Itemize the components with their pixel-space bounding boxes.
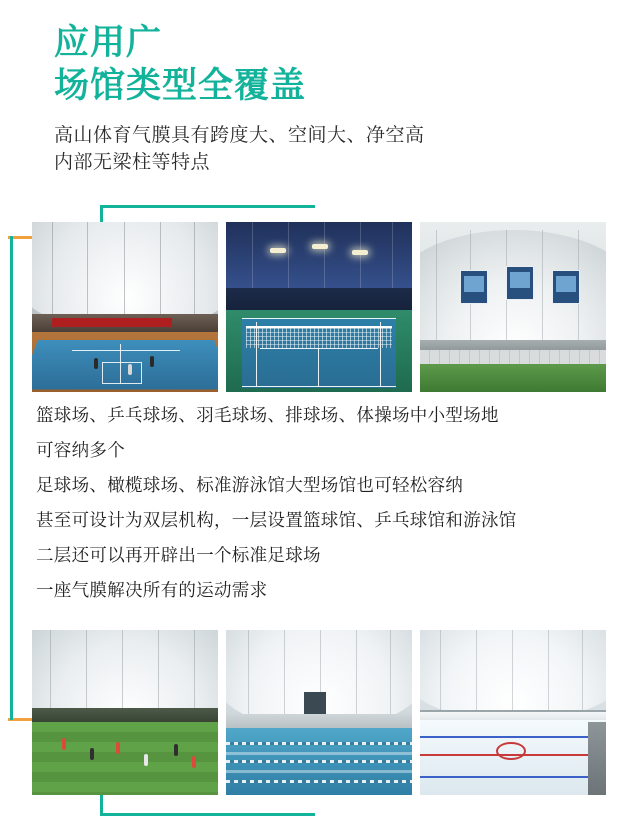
body-paragraph-1: 篮球场、乒乓球场、羽毛球场、排球场、体操场中小型场地 <box>36 405 499 425</box>
page-subtitle-line2: 内部无梁柱等特点 <box>54 152 211 173</box>
photo-grey-dome-stadium <box>420 222 606 392</box>
body-paragraph-4: 甚至可设计为双层机构，一层设置篮球馆、乒乓球馆和游泳馆 <box>36 510 517 530</box>
gallery-top <box>32 222 608 392</box>
decor-line-top-green <box>100 205 315 208</box>
decor-line-left-green-long <box>10 236 13 720</box>
page-subtitle-line1: 高山体育气膜具有跨度大、空间大、净空高 <box>54 125 425 146</box>
decor-line-bottom-green <box>100 813 315 816</box>
body-paragraph-2: 可容纳多个 <box>36 440 125 460</box>
body-text-block <box>36 402 616 612</box>
body-paragraph-5: 二层还可以再开辟出一个标准足球场 <box>36 545 321 565</box>
photo-swimming-pool-dome <box>226 630 412 795</box>
gallery-bottom <box>32 630 608 795</box>
photo-ice-rink-dome <box>420 630 606 795</box>
photo-tennis-court-dome <box>226 222 412 392</box>
photo-football-turf-dome <box>32 630 218 795</box>
body-paragraph-6: 一座气膜解决所有的运动需求 <box>36 580 268 600</box>
page-title-line2: 场馆类型全覆盖 <box>54 66 307 105</box>
heading-block <box>54 22 594 176</box>
page-subtitle <box>54 122 594 176</box>
body-paragraph-3: 足球场、橄榄球场、标准游泳馆大型场馆也可轻松容纳 <box>36 475 464 495</box>
page-title-line1: 应用广 <box>54 23 163 62</box>
photo-basketball-court-dome <box>32 222 218 392</box>
